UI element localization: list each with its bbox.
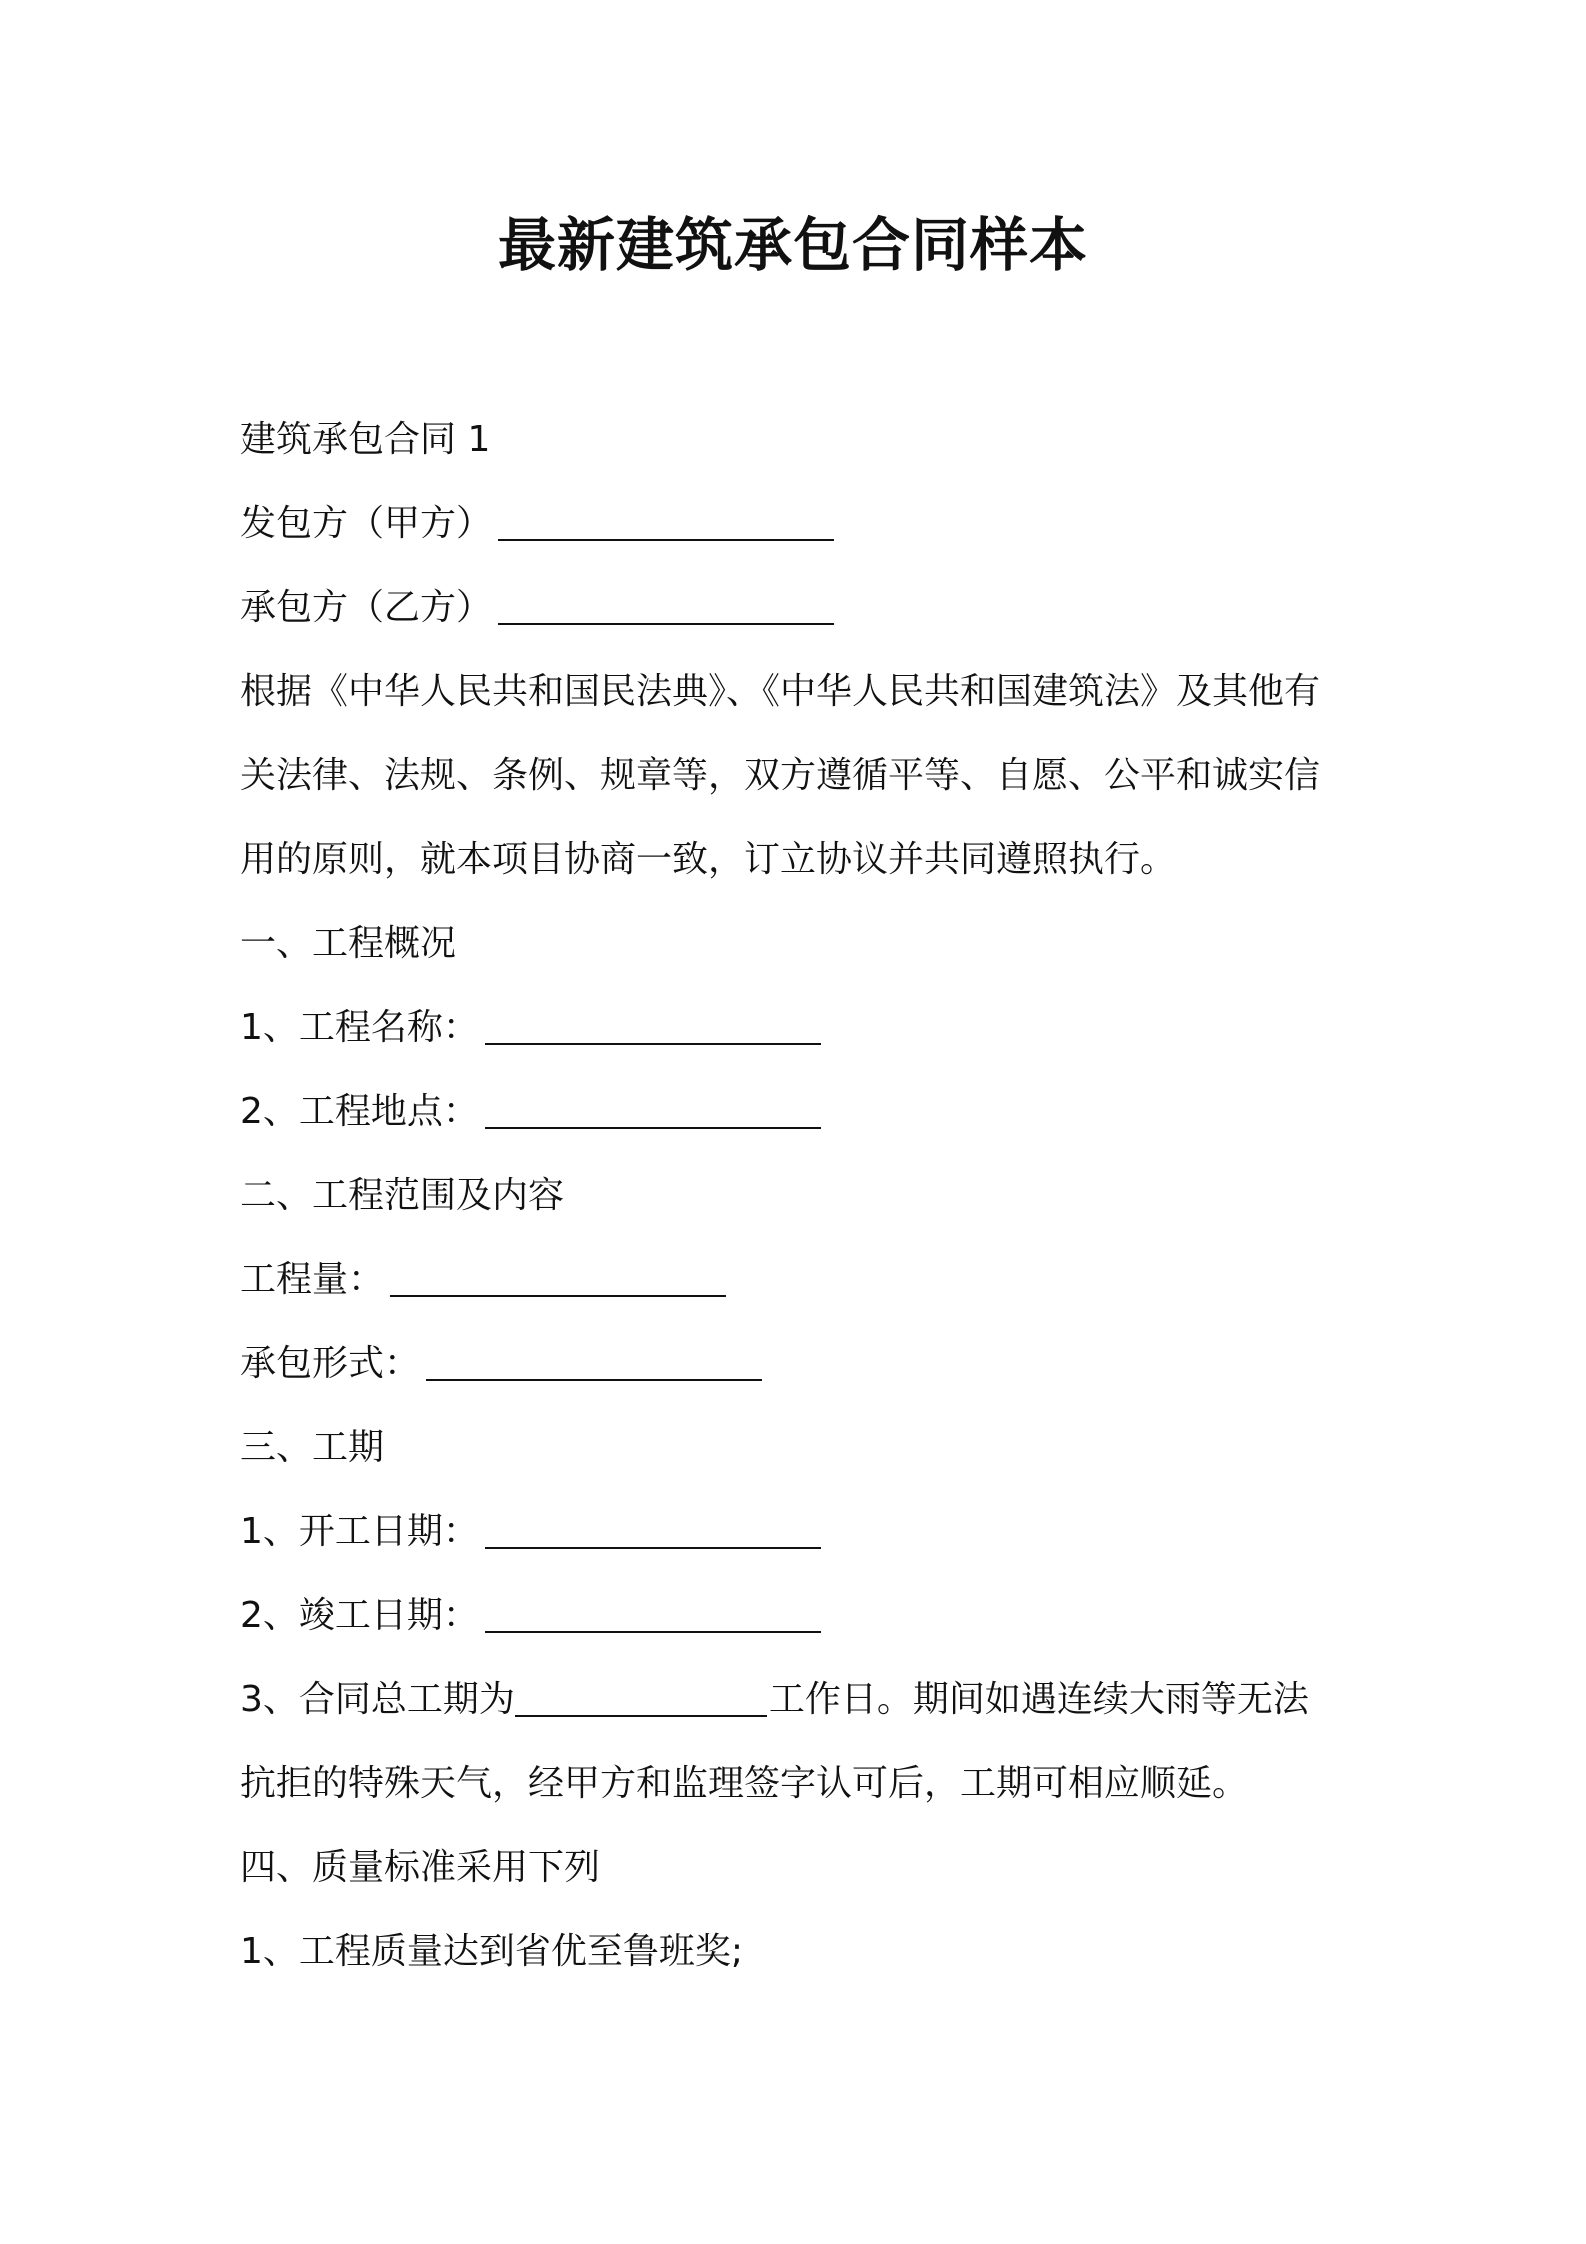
duration-text-2: 抗拒的特殊天气，经甲方和监理签字认可后，工期可相应顺延。: [240, 1763, 1249, 1804]
party-b-label: 承包方（乙方）: [240, 587, 493, 628]
preamble-line-2: [240, 748, 1360, 804]
section-1-title: 一、工程概况: [240, 923, 457, 964]
start-date-label: 1、开工日期：: [240, 1511, 479, 1552]
quality-standard-line: [240, 1924, 1360, 1980]
project-location-blank: [485, 1093, 821, 1129]
project-name-line: [240, 1000, 1360, 1056]
party-b-blank: [498, 589, 834, 625]
duration-line-1: [240, 1672, 1360, 1728]
project-location-label: 2、工程地点：: [240, 1091, 479, 1132]
section-4-heading: [240, 1840, 1360, 1896]
section-3-heading: [240, 1420, 1360, 1476]
contract-form-blank: [426, 1345, 762, 1381]
section-2-heading: [240, 1168, 1360, 1224]
party-a-line: [240, 496, 1360, 552]
work-quantity-blank: [390, 1261, 726, 1297]
party-a-blank: [498, 505, 834, 541]
preamble-line-3: [240, 832, 1360, 888]
project-name-blank: [485, 1009, 821, 1045]
contract-form-label: 承包形式：: [240, 1343, 421, 1384]
contract-heading-text: 建筑承包合同 1: [240, 419, 491, 460]
start-date-blank: [485, 1513, 821, 1549]
section-4-title: 四、质量标准采用下列: [240, 1847, 601, 1888]
completion-date-line: [240, 1588, 1360, 1644]
preamble-line-1: [240, 664, 1360, 720]
work-quantity-label: 工程量：: [240, 1259, 385, 1300]
completion-date-label: 2、竣工日期：: [240, 1595, 479, 1636]
preamble-text-3: 用的原则，就本项目协商一致，订立协议并共同遵照执行。: [240, 839, 1177, 880]
completion-date-blank: [485, 1597, 821, 1633]
section-2-title: 二、工程范围及内容: [240, 1175, 565, 1216]
document-title: 最新建筑承包合同样本: [497, 211, 1088, 279]
section-3-title: 三、工期: [240, 1427, 385, 1468]
duration-text: 工作日。期间如遇连续大雨等无法: [768, 1679, 1309, 1720]
preamble-text-2: 关法律、法规、条例、规章等，双方遵循平等、自愿、公平和诚实信: [240, 755, 1321, 796]
duration-blank: [515, 1681, 767, 1717]
quality-standard-text: 1、工程质量达到省优至鲁班奖;: [240, 1931, 744, 1972]
duration-label: 3、合同总工期为: [240, 1679, 515, 1720]
project-location-line: [240, 1084, 1360, 1140]
party-a-label: 发包方（甲方）: [240, 503, 493, 544]
project-name-label: 1、工程名称：: [240, 1007, 479, 1048]
duration-line-2: [240, 1756, 1360, 1812]
party-b-line: [240, 580, 1360, 636]
preamble-text-1: 根据《中华人民共和国民法典》、《中华人民共和国建筑法》及其他有: [240, 671, 1321, 712]
contract-heading: [240, 412, 1360, 468]
section-1-heading: [240, 916, 1360, 972]
contract-form-line: [240, 1336, 1360, 1392]
start-date-line: [240, 1504, 1360, 1560]
work-quantity-line: [240, 1252, 1360, 1308]
